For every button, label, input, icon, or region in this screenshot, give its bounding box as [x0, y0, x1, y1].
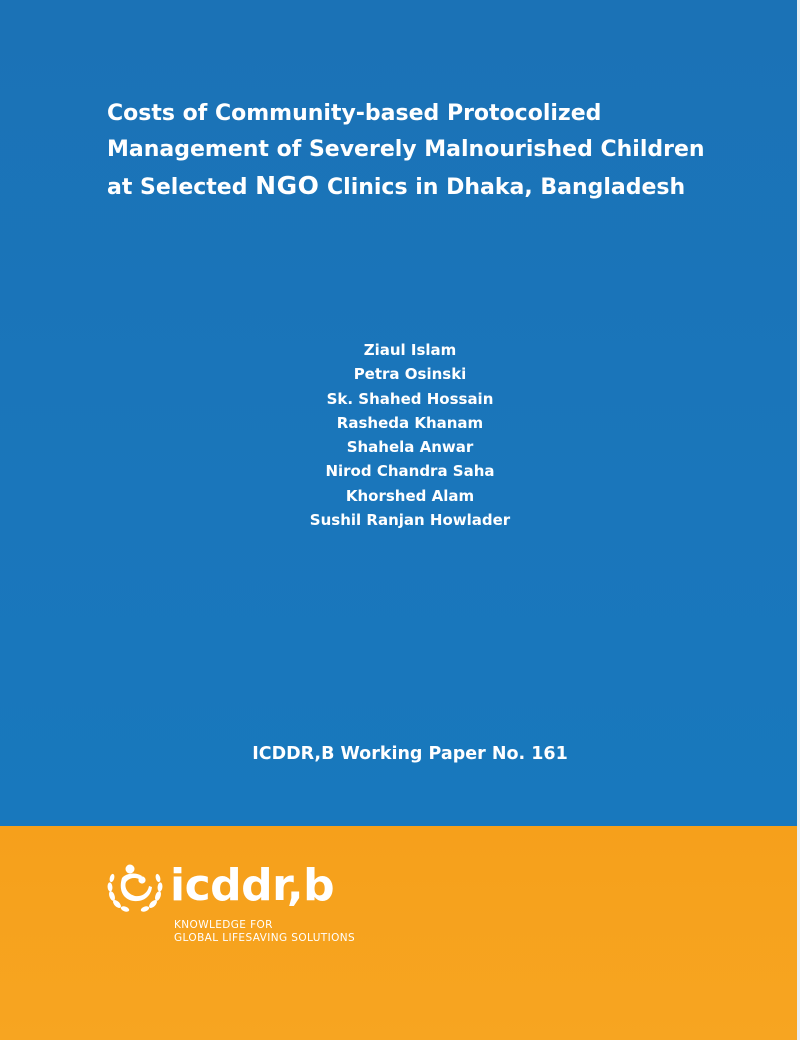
- title-line-3: [107, 168, 767, 206]
- author-name: Nirod Chandra Saha: [325, 462, 495, 481]
- title-line-3-end: Clinics in Dhaka, Bangladesh: [319, 175, 686, 200]
- mother-child-wreath-icon: [104, 856, 166, 918]
- working-paper-number: ICDDR,B Working Paper No. 161: [252, 744, 568, 764]
- title-line-1: Costs of Community-based Protocolized: [107, 101, 602, 126]
- author-name: Sushil Ranjan Howlader: [309, 511, 511, 530]
- title-ngo-word: NGO: [255, 171, 320, 200]
- author-name: Sk. Shahed Hossain: [326, 389, 494, 408]
- publisher-name: icddr,b: [170, 860, 335, 911]
- tagline-line-1: KNOWLEDGE FOR: [174, 919, 273, 931]
- report-title: [107, 96, 767, 206]
- title-line-3-start: at Selected: [107, 175, 256, 200]
- publisher-tagline: [174, 919, 355, 945]
- author-name: Shahela Anwar: [346, 438, 474, 457]
- author-name: Ziaul Islam: [363, 341, 457, 359]
- author-list: [200, 338, 620, 532]
- author-name: Petra Osinski: [353, 365, 467, 384]
- author-name: Khorshed Alam: [345, 486, 475, 505]
- author-name: Rasheda Khanam: [336, 413, 484, 432]
- title-line-2: Management of Severely Malnourished Children: [107, 137, 705, 162]
- tagline-line-2: GLOBAL LIFESAVING SOLUTIONS: [174, 932, 356, 944]
